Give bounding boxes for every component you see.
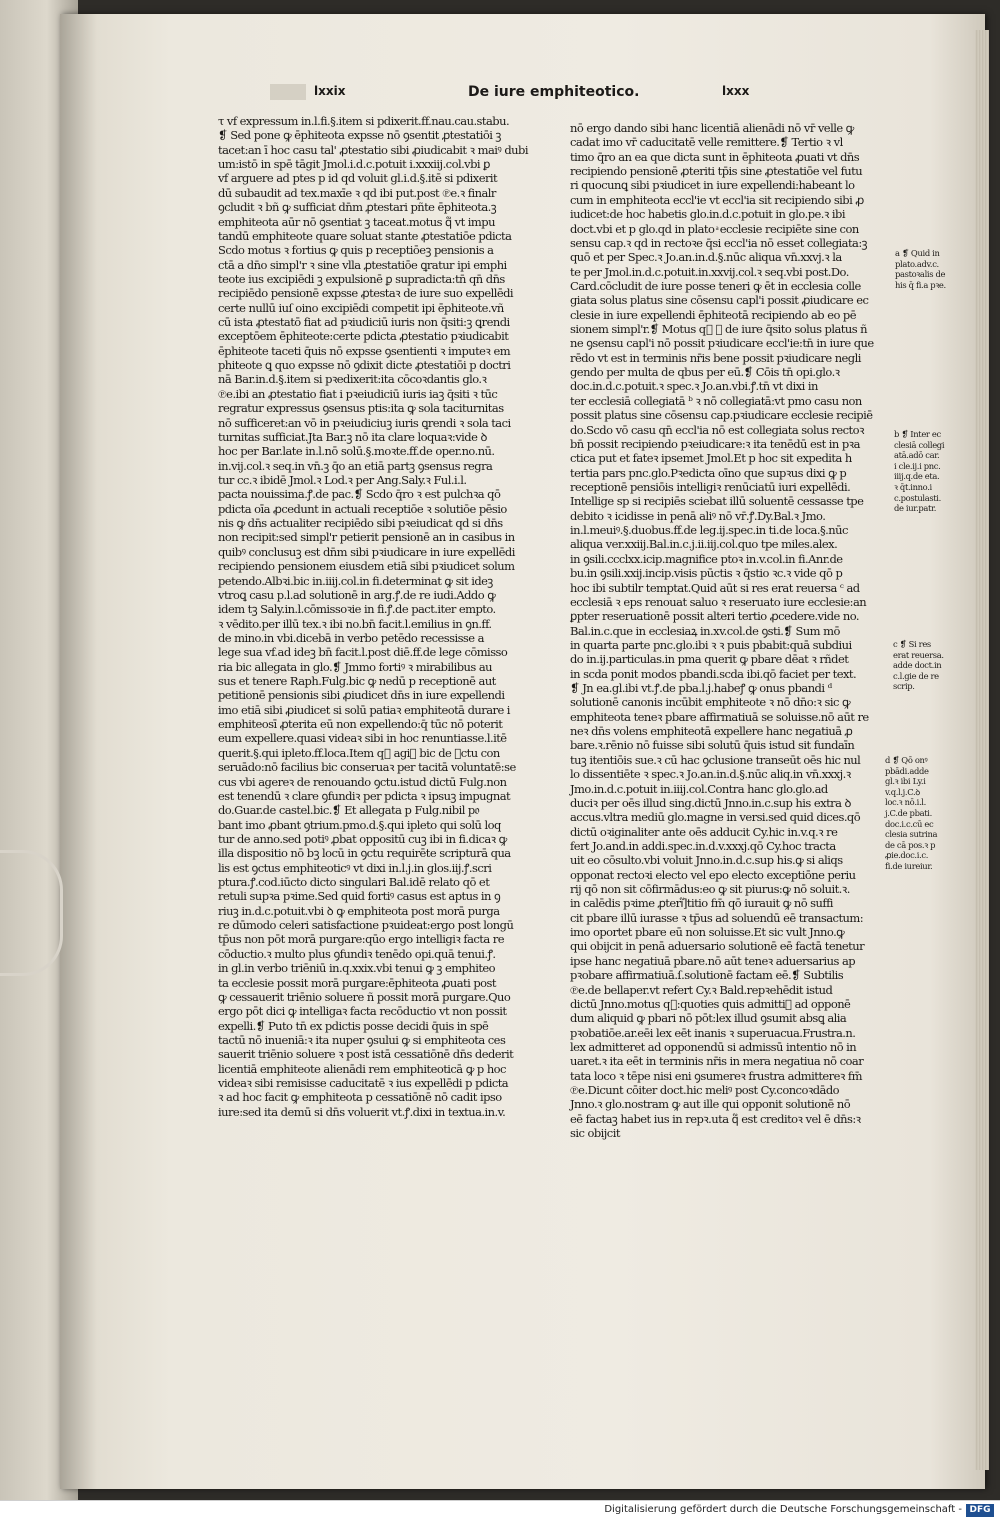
- text-line: retuli supꝛa pꝛime.Sed quid fortiꝰ casus est aptus in ꝯ: [218, 889, 501, 904]
- text-line: Bal.in.c.que in ecclesiaꝝ in.xv.col.de ꝯsti.❡ Sum mō: [570, 623, 840, 638]
- text-line: ri quocunꝗ sibi pꝛiudicet in iure expellendi:habeant lo: [570, 178, 855, 193]
- text-line: nā Bar.in.d.§.item si pꝛedixerit:ita cōcoꝛdantis glo.ꝛ: [218, 372, 487, 387]
- margin-note-line: doc.i.c.cū ec: [885, 818, 934, 829]
- text-line: cōductio.ꝛ multo plus ꝯfundiꝛ tenēdo opi.quā tenui.ꝭ.: [218, 946, 496, 961]
- text-line: fert Jo.and.in addi.spec.in.d.v.xxxj.qō Cy.hoc tracta: [570, 838, 836, 853]
- text-line: turnitas sufficiat.Jta Bar.ꝫ nō ita clare loquaꝛ:vide ꝺ: [218, 429, 487, 444]
- margin-note-line: ꝓie.doc.i.c.: [885, 850, 929, 861]
- margin-note-line: v.q.l.j.C.ꝺ: [885, 786, 920, 797]
- margin-note-line: pastoꝛalis de: [895, 269, 946, 280]
- text-line: vtroꝗ casu p.l.ad solutionē in arg.ꝭ.de re iudi.Addo ꝙ: [218, 587, 496, 602]
- text-line: in ꝯsili.ccclxx.icip.magnifice ptoꝛ in.v.col.in fi.Anr.de: [570, 551, 843, 566]
- text-line: tactū nō inueniā:ꝛ ita nuper ꝯsului ꝙ si emphiteota ces: [218, 1033, 506, 1047]
- text-line: dictū oꝛiginaliter ante oēs adducit Cy.hic in.v.q.ꝛ re: [570, 824, 838, 839]
- margin-note-line: b ❡ Inter ec: [894, 429, 941, 439]
- text-column-right: [570, 121, 890, 1141]
- margin-note-d: [885, 755, 937, 872]
- text-line: ℗e.de bellaper.vt refert Cy.ꝛ Bald.repꝛehēdit istud: [570, 982, 833, 997]
- text-line: bant imo ꝓbant ꝯtrium.pmo.d.§.qui ipleto qui solū loq: [218, 817, 501, 832]
- text-line: hoc per Bar.late in.l.nō solū.§.moꝛte.ff.de oper.no.nū.: [218, 444, 495, 459]
- text-line: ta ecclesie possit morā purgare:ēphiteota ꝓuati post: [218, 975, 496, 990]
- text-line: ꝛ ad hoc facit ꝙ emphiteota p cessatiōnē nō cadit ipso: [218, 1090, 502, 1105]
- text-line: in calēdis pꝛime ꝓteri᷑]titio fm̄ qō iurauit ꝙ nō suffi: [570, 896, 833, 911]
- text-line: uaret.ꝛ ita eēt in terminis nr̄is in mera negatiua nō coar: [570, 1054, 864, 1069]
- text-line: ꝛ vēdito.per illū tex.ꝛ ibi no.bn̄ facit.l.emilius in ꝯn.ff.: [218, 616, 492, 631]
- text-line: rēdo vt est in terminis nr̄is bene possit pꝛiudicare negli: [570, 350, 861, 365]
- bookmark-ribbon: [0, 850, 63, 976]
- text-line: est tenendū ꝛ clare ꝯfundiꝛ per pdicta ꝛ ipsuꝫ impugnat: [218, 788, 511, 803]
- text-line: Jnno.ꝛ glo.nostram ꝙ aut ille qui opponit solutionē nō: [570, 1097, 851, 1112]
- text-line: ptura.ꝭ.cod.iūcto dicto singulari Bal.idē relato qō et: [218, 875, 490, 890]
- text-line: bare.ꝛ.rēnio nō fuisse sibi solutū q̄uis istud sit fundaīn: [570, 738, 855, 753]
- text-line: tuꝫ itentiōis sue.ꝛ cū hac ꝯclusione transeūt oēs hic nul: [570, 752, 861, 767]
- text-line: ꝙ cessauerit triēnio soluere ñ possit morā purgare.Quo: [218, 989, 511, 1004]
- text-line: querit.§.qui ipleto.ff.loca.Item q᷑ agiꝛ bic de ꝯctu con: [218, 745, 500, 760]
- text-line: phiteote ꝗ quo expsse nō ꝯdixit dicte ꝓtestatiōi p doctri: [218, 358, 511, 373]
- text-line: recipiendo pensionē ꝓteriti tp̄is sine ꝓtestatiōe vel futu: [570, 164, 863, 179]
- text-line: recipiendo pensionem eiusdem etiā sibi pꝛiudicet solum: [218, 559, 515, 574]
- text-line: pꝛobare affirmatiuā.ſ.solutionē factam eē.❡ Subtilis: [570, 968, 844, 983]
- text-line: recipiēdo pensionē expsse ꝓtestaꝛ de iure suo expellēdi: [218, 286, 514, 301]
- text-line: solutionē canonis incūbit emphiteote ꝛ nō dn̄o:ꝛ sic ꝙ: [570, 695, 851, 710]
- text-line: sionem simpl'r.❡ Motus q᷑ ꝫ de iure q̄sito solus platus ñ: [570, 322, 868, 337]
- margin-note-line: adde doct.in: [893, 660, 942, 671]
- text-line: pdicta oīa ꝓcedunt in actuali receptiōe ꝛ solutiōe pēsio: [218, 501, 507, 516]
- text-line: bu.in ꝯsili.xxij.incip.visis pūctis ꝛ q̄stio ꝛc.ꝛ vide qō p: [570, 566, 843, 581]
- text-line: iudicet:de hoc habetis glo.in.d.c.potuit in glo.pe.ꝛ ibi: [570, 207, 845, 222]
- text-line: quō et per Spec.ꝛ Jo.an.in.d.§.nūc aliqua vn̄.xxvj.ꝛ la: [570, 250, 842, 265]
- text-line: riuꝫ in.d.c.potuit.vbi ꝺ ꝙ emphiteota post morā purga: [218, 903, 500, 918]
- text-line: um:istō in spē tāgit Jmol.i.d.c.potuit i.xxxiij.col.vbi ꝑ: [218, 157, 490, 172]
- funding-notice: Digitalisierung gefördert durch die Deutsche Forschungsgemeinschaft -: [604, 1504, 962, 1515]
- text-line: lege sua vf.ad ideꝫ bn̄ facit.l.post diē.ff.de lege cōmisso: [218, 645, 508, 660]
- text-line: receptionē pensiōis intelligiꝛ renūciatū iuri expellēdi.: [570, 479, 851, 494]
- text-line: nō ergo dando sibi hanc licentiā alienādi nō vr̄ velle ꝙ: [570, 121, 854, 135]
- text-line: sic obijcit: [570, 1126, 620, 1141]
- margin-note-line: ꝛ q̄t.inno.i: [894, 481, 932, 492]
- margin-note-line: plato.adv.c.: [895, 258, 939, 269]
- text-line: petitionē pensionis sibi ꝓiudicet dn̄s in iure expellendi: [218, 688, 505, 703]
- text-line: lex admitteret ad opponendū si admissū intentio nō in: [570, 1040, 857, 1054]
- text-line: ter ecclesiā collegiatā ᵇ ꝛ nō collegiatā:vt pmo casu non: [570, 393, 862, 408]
- margin-note-line: c.l.gie de re: [893, 670, 939, 681]
- text-line: de mino.in vbi.dicebā in verbo petēdo recessisse a: [218, 630, 484, 645]
- text-line: tur de anno.sed potiꝰ ꝓbat oppositū cuꝫ ibi in fi.dicaꝛ ꝙ: [218, 831, 507, 846]
- text-column-left: [218, 114, 540, 1119]
- text-line: licentiā emphiteote alienādi rem emphiteoticā ꝙ p hoc: [218, 1061, 506, 1076]
- page-stack-edge: [975, 30, 989, 1470]
- text-line: cit pbare illū iurasse ꝛ tp̄us ad soluendū eē transactum:: [570, 910, 864, 925]
- text-line: certe nullū iuſ oino excipiēdi competit ipi ēphiteote.vñ: [218, 300, 504, 315]
- text-line: Intellige sp si recipiēs sciebat illū soluentē cessasse tpe: [570, 494, 864, 509]
- text-line: ria bic allegata in glo.❡ Jmmo fortiꝰ ꝛ mirabilibus au: [218, 659, 492, 674]
- text-line: in.vij.col.ꝛ seq.in vn̄.ꝫ q̄o an etiā partꝫ ꝯsensus regra: [218, 458, 493, 473]
- text-line: emphiteota teneꝛ pbare affirmatiuā se soluisse.nō aūt re: [570, 709, 869, 724]
- text-line: in gl.in verbo triēniū in.q.xxix.vbi tenui ꝙ ꝫ emphiteo: [218, 961, 496, 976]
- margin-note-line: d ❡ Qō onꝰ: [885, 755, 928, 765]
- text-line: ꝑpter reseruationē possit alteri tertio ꝓcedere.vide no.: [570, 609, 859, 624]
- text-line: do.Scdo vō casu qn̄ eccl'ia nō est collegiata solus rectoꝛ: [570, 422, 864, 437]
- margin-note-line: loc.ꝛ nō.i.l.: [885, 797, 926, 808]
- text-line: re dūmodo celeri satisfactione pꝛuideat:ergo post longū: [218, 918, 514, 933]
- text-line: qui obijcit in penā aduersario solutionē eē factā tenetur: [570, 939, 865, 954]
- text-line: petendo.Albꝛi.bic in.iiij.col.in fi.determinat ꝙ sit ideꝫ: [218, 573, 493, 588]
- text-line: Jmo.in.d.c.potuit in.iiij.col.Contra hanc glo.glo.ad: [570, 781, 828, 796]
- text-line: neꝛ dn̄s volens emphiteotā expellere hanc negatiuā ꝓ: [570, 724, 853, 739]
- text-line: expelli.❡ Puto tn̄ ex pdictis posse decidi q̄uis in spē: [218, 1018, 489, 1033]
- text-line: tertia pars pnc.glo.Pꝛedicta oīno que supꝛus dixi ꝙ p: [570, 465, 847, 480]
- text-line: videaꝛ sibi remisisse caducitatē ꝛ ius expellēdi p pdicta: [218, 1076, 509, 1091]
- text-line: ctā a dn̄o simpl'r ꝛ sine vlla ꝓtestatiōe ꝗratur ipi emphi: [218, 257, 507, 272]
- text-line: ctica put et fateꝛ ipsemet Jmol.Et p hoc sit expedita h: [570, 451, 852, 466]
- margin-note-line: atā.adō car.: [894, 450, 940, 461]
- text-line: iure:sed ita demū si dn̄s voluerit vt.ꝭ.dixi in textua.in.v.: [218, 1104, 506, 1119]
- text-line: in.l.meuiꝰ.§.duobus.ff.de leg.ij.spec.in ti.de loca.§.nūc: [570, 523, 848, 538]
- text-line: seruādo:nō facilius bic conseruaꝛ per tacitā voluntatē:se: [218, 760, 516, 775]
- running-head: [300, 84, 800, 106]
- margin-note-c: [893, 639, 944, 692]
- margin-note-line: iiij.q.de eta.: [894, 471, 940, 482]
- text-line: emphiteosī ꝓterita eū non expellendo:q̄ tūc nō poterit: [218, 717, 503, 732]
- text-line: nis ꝙ dn̄s actualiter recipiēdo sibi pꝛeiudicat qd si dn̄s: [218, 516, 503, 531]
- text-line: tandū emphiteote quare soluat stante ꝓtestatiōe pdicta: [218, 228, 512, 243]
- text-line: doc.in.d.c.potuit.ꝛ spec.ꝛ Jo.an.vbi.ꝭ.tn̄ vt dixi in: [570, 379, 818, 394]
- margin-note-line: i cle.ij.i pnc.: [894, 460, 941, 471]
- text-line: eum expellere.quasi videaꝛ sibi in hoc renuntiasse.l.itē: [218, 731, 507, 746]
- margin-note-line: clesia sutrina: [885, 829, 938, 840]
- text-line: Scdo motus ꝛ fortius ꝙ quis p receptiōeꝫ pensionis a: [218, 243, 494, 258]
- margin-note-line: de cā pos.ꝛ p: [885, 839, 936, 850]
- text-line: non recipit:sed simpl'r petierit pensionē an in casibus in: [218, 530, 515, 545]
- text-line: sus et tenere Raph.Fulg.bic ꝙ nedū p receptionē aut: [218, 674, 496, 689]
- text-line: giata solus platus sine cōsensu capl'i possit ꝓiudicare ec: [570, 293, 869, 308]
- text-line: quibꝰ conclusuꝫ est dn̄m sibi pꝛiudicare in iure expellēdi: [218, 544, 515, 559]
- digitization-footer: [0, 1500, 1000, 1520]
- text-line: ℗e.ibi an ꝓtestatio fiat i pꝛeiudiciū iuris iaꝫ q̄siti ꝛ tūc: [218, 386, 498, 401]
- text-line: τ vf expressum in.l.fi.§.item si pdixerit.ff.nau.cau.stabu.: [218, 114, 510, 128]
- text-line: te per Jmol.in.d.c.potuit.in.xxvij.col.ꝛ seq.vbi post.Do.: [570, 264, 849, 279]
- text-line: dictū Jnno.motus q᷑:quoties quis admittiꝛ ad opponē: [570, 996, 851, 1011]
- margin-note-line: clesiā collegi: [894, 439, 945, 450]
- text-line: tp̄us non pōt morā purgare:qūo ergo intelligiꝛ facta re: [218, 932, 504, 947]
- margin-note-line: pbādi.adde: [885, 765, 929, 776]
- text-line: lo dissentiēte ꝛ spec.ꝛ Jo.an.in.d.§.nūc aliq.in vn̄.xxxj.ꝛ: [570, 767, 851, 782]
- text-line: teote ius excipiēdi ꝫ expulsionē ꝑ supradicta:tn̄ qn̄ dn̄s: [218, 271, 505, 286]
- text-line: aliqua ver.xxiij.Bal.in.c.j.ii.iij.col.quo tpe miles.alex.: [570, 537, 838, 552]
- text-line: eē factaꝫ habet ius in repꝛ.uta q᷑ est creditoꝛ vel ē dn̄s:ꝛ: [570, 1111, 861, 1126]
- text-line: timo q̄ro an ea que dicta sunt in ēphiteota ꝓuati vt dn̄s: [570, 149, 860, 164]
- text-line: cū ista ꝓtestatō fiat ad pꝛiudiciū iuris non q̄siti:ꝫ ꝗrendi: [218, 315, 510, 330]
- text-line: sauerit triēnio soluere ꝛ post istā cessatiōnē dn̄s dederit: [218, 1047, 514, 1062]
- text-line: ꝯcludit ꝛ bñ ꝙ sufficiat dn̄m ꝓtestari pñte ēphiteota.ꝫ: [218, 200, 497, 215]
- folio-number-right: lxxx: [722, 84, 750, 98]
- text-line: ne ꝯsensu capl'i nō possit pꝛiudicare eccl'ie:tn̄ in iure que: [570, 336, 874, 351]
- margin-note-line: j.C.de pbati.: [885, 807, 932, 818]
- margin-note-line: his q̄ fi.a pꝛe.: [895, 279, 946, 290]
- text-line: idem tꝫ Saly.in.l.cōmissoꝛie in fi.ꝭ.de pact.iter empto.: [218, 602, 496, 617]
- margin-note-line: erat reuersa.: [893, 649, 944, 660]
- text-line: tacet:an ī hoc casu tal' ꝓtestatio sibi ꝓiudicabit ꝛ maiꝰ dubi: [218, 142, 528, 157]
- text-line: ipse hanc negatiuā pbare.nō aūt teneꝛ aduersarius ap: [570, 953, 856, 968]
- margin-note-line: a ❡ Quid in: [895, 248, 940, 258]
- margin-note-a: [895, 248, 946, 290]
- text-line: pꝛobatiōe.ar.eēi lex eēt inanis ꝛ superuacua.Frustra.n.: [570, 1025, 856, 1040]
- text-line: sensu cap.ꝛ qd in rectoꝛe q̄si eccl'ia nō esset collegiata:ꝫ: [570, 235, 868, 250]
- text-line: ❡ Sed pone ꝙ ēphiteota expsse nō ꝯsentit ꝓtestatiōi ꝫ: [218, 128, 501, 143]
- text-line: ❡ Jn ea.gl.ibi vt.ꝭ.de pba.l.j.habeꝭ ꝙ onus pbandi ᵈ: [570, 681, 832, 696]
- text-line: hoc ibi subtilr temptat.Quid aūt si res erat reuersa ᶜ ad: [570, 580, 860, 595]
- text-line: duciꝛ per oēs illud sing.dictū Jnno.in.c.sup his extra ꝺ: [570, 795, 851, 810]
- text-line: regratur expressus ꝯsensus ptis:ita ꝙ sola taciturnitas: [218, 401, 504, 416]
- text-line: vf arguere ad ptes p id qd voluit gl.i.d.§.itē si pdixerit: [218, 171, 498, 186]
- margin-note-b: [894, 429, 944, 514]
- text-line: dum aliquid ꝙ pbari nō pōt:lex illud ꝯsumit absꝗ alia: [570, 1011, 847, 1026]
- text-line: accus.vltra mediū glo.magne in versi.sed quid dices.qō: [570, 810, 861, 825]
- text-line: cadat imo vr̄ caducitatē velle remittere.❡ Tertio ꝛ vl: [570, 135, 843, 150]
- text-line: rij qō non sit cōfirmādus:eo ꝙ sit piurus:ꝙ nō soluit.ꝛ.: [570, 882, 850, 897]
- folio-number-left: lxxix: [314, 84, 346, 98]
- text-line: imo oportet pbare eū non soluisse.Et sic vult Jnno.ꝙ: [570, 925, 845, 940]
- text-line: ēphiteote taceti q̄uis nō expsse ꝯsentienti ꝛ imputeꝛ em: [218, 343, 511, 358]
- text-line: tur cc.ꝛ ibidē Jmol.ꝛ Lod.ꝛ per Ang.Saly.ꝛ Ful.i.l.: [218, 472, 467, 487]
- text-line: gendo per multa de qbus per eū.❡ Cōis tn̄ opi.glo.ꝛ: [570, 365, 840, 380]
- text-line: Card.cōcludit de iure posse teneri ꝙ ēt in ecclesia colle: [570, 278, 861, 293]
- text-line: emphiteota aūr nō ꝯsentiat ꝫ taceat.motus q᷑ vt impu: [218, 214, 495, 229]
- text-line: possit platus sine cōsensu cap.pꝛiudicare ecclesie recipiē: [570, 408, 873, 423]
- text-line: pacta nouissima.ꝭ.de pac.❡ Scdo q̄ro ꝛ est pulchꝛa qō: [218, 487, 501, 502]
- margin-note-line: c.postulasti.: [894, 492, 941, 503]
- text-line: ℗e.Dicunt cōiter doct.hic meliꝰ post Cy.concoꝛdādo: [570, 1083, 840, 1098]
- margin-note-line: gl.ꝛ ibi Ly.i: [885, 776, 926, 787]
- margin-note-line: fi.de iureiur.: [885, 860, 933, 871]
- text-line: debito ꝛ icidisse in penā aliꝰ nō vr̄.ꝭ.Dy.Bal.ꝛ Jmo.: [570, 508, 826, 523]
- text-line: tata loco ꝛ tēpe nisi eni ꝯsumereꝛ frustra admittereꝛ fm̄: [570, 1068, 862, 1083]
- margin-note-line: c ❡ Si res: [893, 639, 931, 649]
- text-line: do in.ij.particulas.in pma querit ꝙ pbare dēat ꝛ rñdet: [570, 652, 849, 667]
- faded-stamp: [270, 84, 306, 100]
- text-line: in scda ponit modos pbandi.scda ibi.qō faciet per text.: [570, 666, 857, 681]
- text-line: uit eo cōsulto.vbi voluit Jnno.in.d.c.sup his.ꝙ si aliqs: [570, 853, 843, 868]
- text-line: doct.vbi et p glo.qd in plato ͣ ecclesie recipiēte sine con: [570, 221, 859, 236]
- text-line: imo etiā sibi ꝓiudicet si solū patiaꝛ emphiteotā durare i: [218, 702, 510, 717]
- text-line: lis est ꝯctus emphiteoticꝰ vt dixi in.l.j.in glos.iij.ꝭ.scri: [218, 860, 492, 875]
- text-line: nō sufficeret:an vō in pꝛeiudiciuꝫ iuris ꝗrendi ꝛ sola taci: [218, 415, 511, 430]
- dfg-logo: DFG: [966, 1504, 994, 1517]
- text-line: illa dispositio nō bꝫ locū in ꝯctu requirēte scripturā qua: [218, 846, 511, 861]
- text-line: cum in emphiteota eccl'ie vt eccl'ia sit recipiendo sibi ꝓ: [570, 192, 864, 207]
- text-line: do.Guar.de castel.bic.❡ Et allegata p Fulg.nibil p𝔬: [218, 803, 479, 818]
- text-line: in quarta parte pnc.glo.ibi ꝛ ꝛ puis pbabit:quā subdiui: [570, 637, 852, 652]
- running-title: De iure emphiteotico.: [468, 84, 640, 100]
- text-line: exceptōem ēphiteote:certe pdicta ꝓtestatio pꝛiudicabit: [218, 329, 509, 344]
- margin-note-line: de iur.patr.: [894, 503, 937, 514]
- text-line: cus vbi agereꝛ de renouando ꝯctu.istud dictū Fulg.non: [218, 774, 507, 789]
- text-line: ergo pōt dici ꝙ intelligaꝛ facta recōductio vt non possit: [218, 1004, 507, 1019]
- text-line: dū subaudit ad tex.maxīe ꝛ qd ibi put.post ℗e.ꝛ finalr: [218, 185, 496, 200]
- text-line: ecclesiā ꝛ eps renouat saluo ꝛ reseruato iure ecclesie:an: [570, 594, 867, 609]
- text-line: bn̄ possit recipiendo pꝛeiudicare:ꝛ ita tenēdū est in pꝛa: [570, 436, 860, 451]
- text-line: opponat rectoꝛi electo vel epo electo exceptiōne periu: [570, 867, 856, 882]
- text-line: clesie in iure expellendi ēphiteotā recipiendo ab eo pē: [570, 307, 856, 322]
- margin-note-line: scrip.: [893, 681, 915, 692]
